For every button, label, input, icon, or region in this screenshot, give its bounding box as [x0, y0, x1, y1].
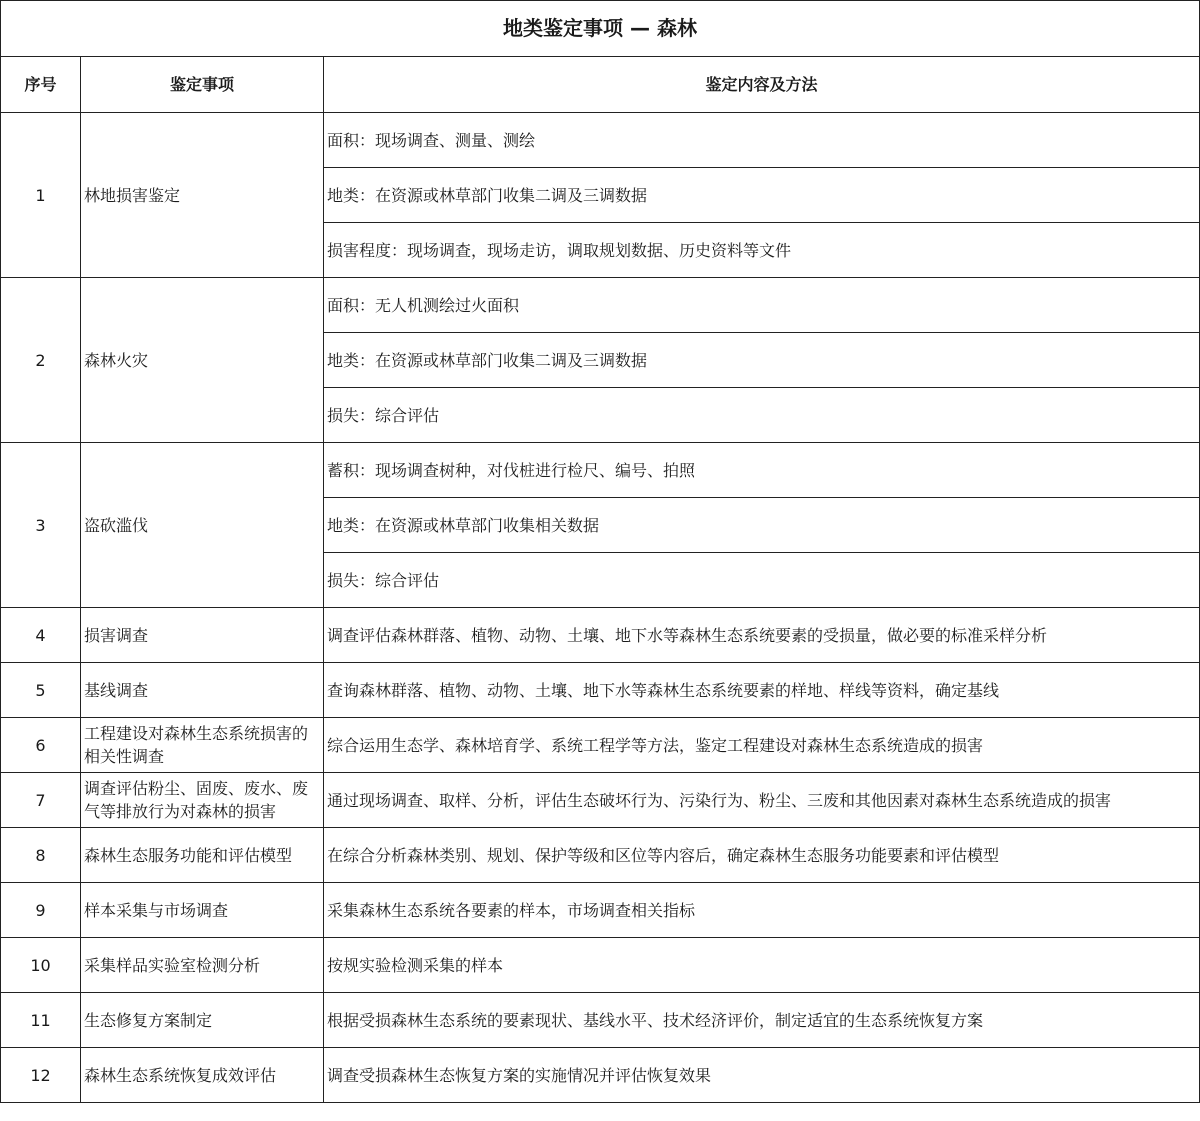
appraisal-item: 工程建设对森林生态系统损害的相关性调查 [81, 718, 324, 773]
appraisal-content: 损害程度：现场调查，现场走访，调取规划数据、历史资料等文件 [324, 223, 1200, 278]
appraisal-content: 损失：综合评估 [324, 553, 1200, 608]
header-no: 序号 [1, 57, 81, 113]
appraisal-item: 调查评估粉尘、固废、废水、废气等排放行为对森林的损害 [81, 773, 324, 828]
table-row [1, 718, 1200, 773]
appraisal-content: 蓄积：现场调查树种，对伐桩进行检尺、编号、拍照 [324, 443, 1200, 498]
row-number: 5 [1, 663, 81, 718]
table-row [1, 443, 1200, 498]
row-number: 3 [1, 443, 81, 608]
row-number: 1 [1, 113, 81, 278]
table-row [1, 1048, 1200, 1103]
row-number: 6 [1, 718, 81, 773]
appraisal-content: 查询森林群落、植物、动物、土壤、地下水等森林生态系统要素的样地、样线等资料，确定基线 [324, 663, 1200, 718]
row-number: 4 [1, 608, 81, 663]
appraisal-item: 基线调查 [81, 663, 324, 718]
row-number: 7 [1, 773, 81, 828]
appraisal-content: 按规实验检测采集的样本 [324, 938, 1200, 993]
appraisal-content: 地类：在资源或林草部门收集二调及三调数据 [324, 333, 1200, 388]
header-item: 鉴定事项 [81, 57, 324, 113]
appraisal-content: 在综合分析森林类别、规划、保护等级和区位等内容后，确定森林生态服务功能要素和评估模型 [324, 828, 1200, 883]
title-row [1, 1, 1200, 57]
table-row [1, 883, 1200, 938]
appraisal-item: 森林生态系统恢复成效评估 [81, 1048, 324, 1103]
table-row [1, 828, 1200, 883]
table-row [1, 663, 1200, 718]
appraisal-content: 损失：综合评估 [324, 388, 1200, 443]
table-row [1, 608, 1200, 663]
table-row [1, 278, 1200, 333]
row-number: 12 [1, 1048, 81, 1103]
appraisal-content: 根据受损森林生态系统的要素现状、基线水平、技术经济评价，制定适宜的生态系统恢复方案 [324, 993, 1200, 1048]
table-row [1, 113, 1200, 168]
row-number: 11 [1, 993, 81, 1048]
row-number: 10 [1, 938, 81, 993]
appraisal-content: 综合运用生态学、森林培育学、系统工程学等方法，鉴定工程建设对森林生态系统造成的损害 [324, 718, 1200, 773]
appraisal-item: 采集样品实验室检测分析 [81, 938, 324, 993]
appraisal-content: 地类：在资源或林草部门收集二调及三调数据 [324, 168, 1200, 223]
appraisal-content: 调查评估森林群落、植物、动物、土壤、地下水等森林生态系统要素的受损量，做必要的标准采样分析 [324, 608, 1200, 663]
row-number: 8 [1, 828, 81, 883]
appraisal-content: 面积：现场调查、测量、测绘 [324, 113, 1200, 168]
appraisal-content: 采集森林生态系统各要素的样本，市场调查相关指标 [324, 883, 1200, 938]
appraisal-content: 地类：在资源或林草部门收集相关数据 [324, 498, 1200, 553]
appraisal-item: 损害调查 [81, 608, 324, 663]
table-row [1, 993, 1200, 1048]
header-row [1, 57, 1200, 113]
appraisal-content: 通过现场调查、取样、分析，评估生态破坏行为、污染行为、粉尘、三废和其他因素对森林生态系统造成的损害 [324, 773, 1200, 828]
row-number: 2 [1, 278, 81, 443]
table-title: 地类鉴定事项 — 森林 [1, 1, 1200, 57]
appraisal-content: 调查受损森林生态恢复方案的实施情况并评估恢复效果 [324, 1048, 1200, 1103]
appraisal-item: 林地损害鉴定 [81, 113, 324, 278]
appraisal-item: 盗砍滥伐 [81, 443, 324, 608]
appraisal-content: 面积：无人机测绘过火面积 [324, 278, 1200, 333]
header-content: 鉴定内容及方法 [324, 57, 1200, 113]
table-row [1, 938, 1200, 993]
appraisal-item: 森林生态服务功能和评估模型 [81, 828, 324, 883]
appraisal-item: 森林火灾 [81, 278, 324, 443]
table-row [1, 773, 1200, 828]
appraisal-item: 样本采集与市场调查 [81, 883, 324, 938]
row-number: 9 [1, 883, 81, 938]
appraisal-item: 生态修复方案制定 [81, 993, 324, 1048]
